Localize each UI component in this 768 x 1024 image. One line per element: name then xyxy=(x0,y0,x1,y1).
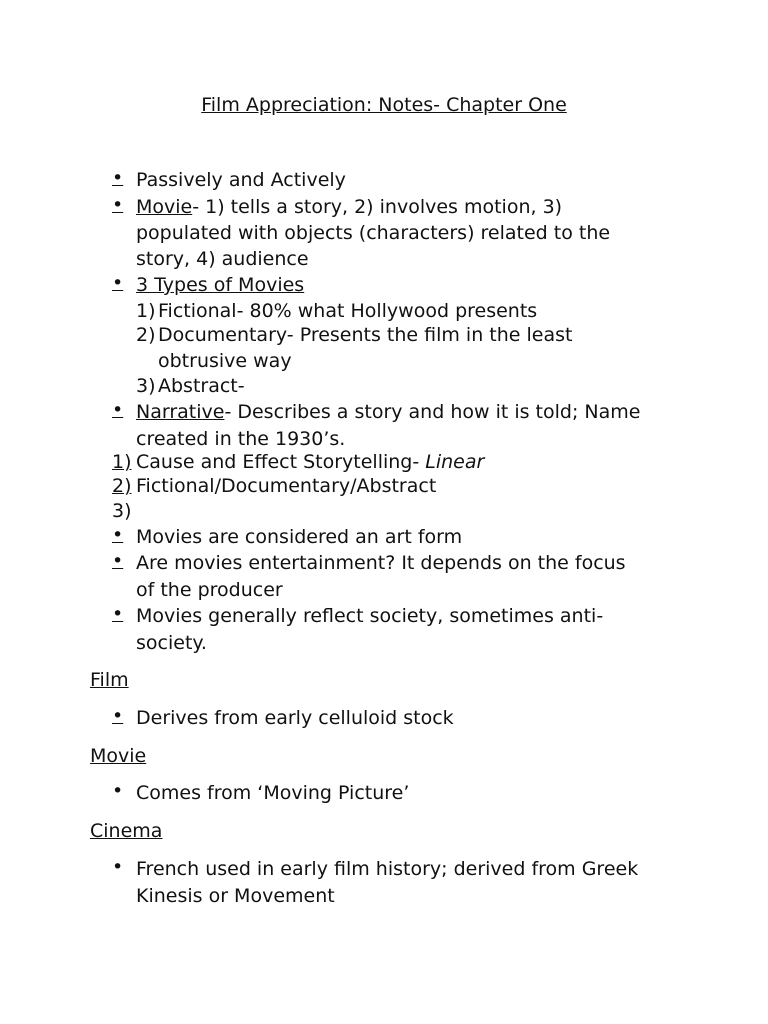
list-number: 1) xyxy=(112,451,132,473)
list-item-text: - Describes a story and how it is told; Name xyxy=(224,401,641,423)
bullet-icon: • xyxy=(112,167,124,189)
sub-list-text: obtrusive way xyxy=(158,350,292,372)
list-item-text: society. xyxy=(136,632,207,654)
bullet-icon: • xyxy=(112,780,124,802)
term-movie: Movie xyxy=(136,196,193,218)
list-number: 3) xyxy=(112,500,132,522)
bullet-icon: • xyxy=(112,550,124,572)
sub-list-text: Abstract- xyxy=(158,375,245,397)
list-number: 3) xyxy=(136,375,156,397)
list-item-text: Are movies entertainment? It depends on the focus xyxy=(136,552,626,574)
bullet-icon: • xyxy=(112,603,124,625)
page-title: Film Appreciation: Notes- Chapter One xyxy=(201,94,567,116)
term-narrative: Narrative xyxy=(136,401,225,423)
list-item-text: French used in early film history; derived from Greek xyxy=(136,858,639,880)
list-item-text: Comes from ‘Moving Picture’ xyxy=(136,782,410,804)
list-number: 2) xyxy=(112,475,132,497)
list-item-text: story, 4) audience xyxy=(136,248,309,270)
bullet-icon: • xyxy=(112,194,124,216)
numbered-item-text: Fictional/Documentary/Abstract xyxy=(136,475,437,497)
section-heading-movie: Movie xyxy=(90,745,147,767)
list-item-text: populated with objects (characters) related to the xyxy=(136,222,611,244)
numbered-item-text: Cause and Effect Storytelling- xyxy=(136,451,426,473)
list-item-text: Kinesis or Movement xyxy=(136,885,335,907)
sub-list-text: Documentary- Presents the film in the least xyxy=(158,324,573,346)
sub-list-text: Fictional- 80% what Hollywood presents xyxy=(158,300,538,322)
term-types-of-movies: 3 Types of Movies xyxy=(136,274,305,296)
list-number: 1) xyxy=(136,300,156,322)
list-item-text: Movies generally reflect society, sometimes anti- xyxy=(136,605,604,627)
list-item-text: - 1) tells a story, 2) involves motion, 3) xyxy=(192,196,563,218)
section-heading-film: Film xyxy=(90,669,129,691)
list-item-text: Movies are considered an art form xyxy=(136,526,463,548)
list-number: 2) xyxy=(136,324,156,346)
bullet-icon: • xyxy=(112,524,124,546)
section-heading-cinema: Cinema xyxy=(90,820,163,842)
bullet-icon: • xyxy=(112,272,124,294)
bullet-icon: • xyxy=(112,399,124,421)
list-item-text: Derives from early celluloid stock xyxy=(136,707,454,729)
bullet-icon: • xyxy=(112,856,124,878)
list-item-text: of the producer xyxy=(136,579,283,601)
list-item-text: Passively and Actively xyxy=(136,169,346,191)
bullet-icon: • xyxy=(112,705,124,727)
numbered-item-emphasis: Linear xyxy=(425,451,485,473)
list-item-text: created in the 1930’s. xyxy=(136,428,346,450)
